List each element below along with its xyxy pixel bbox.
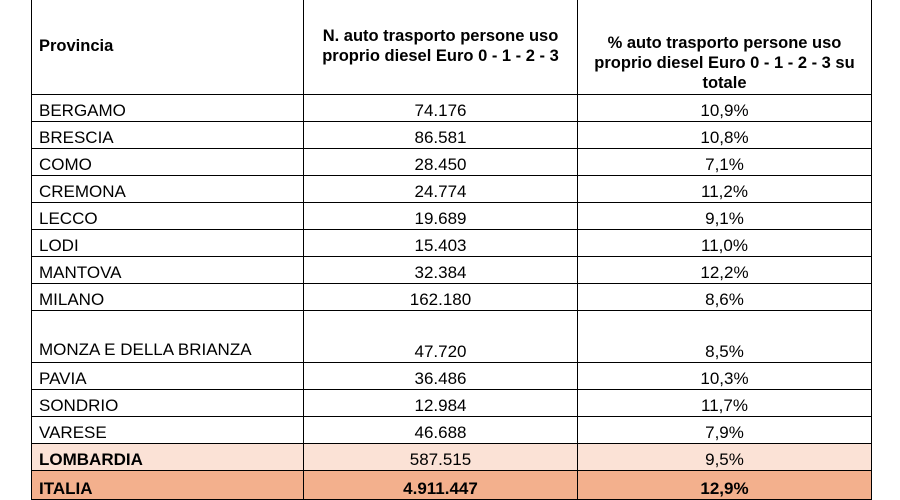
cell-pct: 7,1% [578, 149, 872, 176]
cell-n-auto: 74.176 [304, 95, 578, 122]
cell-pct: 10,8% [578, 122, 872, 149]
cell-n-auto: 15.403 [304, 230, 578, 257]
cell-n-auto: 587.515 [304, 444, 578, 471]
cell-pct: 9,1% [578, 203, 872, 230]
cell-provincia: COMO [32, 149, 304, 176]
cell-n-auto: 24.774 [304, 176, 578, 203]
header-pct-auto: % auto trasporto persone uso proprio diesel Euro 0 - 1 - 2 - 3 su totale [578, 0, 872, 95]
table-row [32, 284, 872, 311]
cell-n-auto: 32.384 [304, 257, 578, 284]
table-row [32, 149, 872, 176]
cell-provincia: LECCO [32, 203, 304, 230]
cell-n-auto: 47.720 [304, 311, 578, 363]
cell-n-auto: 86.581 [304, 122, 578, 149]
cell-provincia: BRESCIA [32, 122, 304, 149]
cell-pct: 12,2% [578, 257, 872, 284]
table-row [32, 95, 872, 122]
cell-pct: 11,0% [578, 230, 872, 257]
cell-provincia: BERGAMO [32, 95, 304, 122]
lombardia-total-row [32, 444, 872, 471]
cell-n-auto: 12.984 [304, 390, 578, 417]
table-row [32, 257, 872, 284]
cell-pct: 12,9% [578, 471, 872, 500]
cell-pct: 10,3% [578, 363, 872, 390]
cell-provincia: MANTOVA [32, 257, 304, 284]
cell-pct: 10,9% [578, 95, 872, 122]
cell-provincia: PAVIA [32, 363, 304, 390]
table-row [32, 311, 872, 363]
italia-total-row [32, 471, 872, 500]
cell-pct: 9,5% [578, 444, 872, 471]
table-row [32, 122, 872, 149]
table-row [32, 417, 872, 444]
cell-provincia: LODI [32, 230, 304, 257]
header-provincia: Provincia [32, 0, 304, 95]
cell-n-auto: 19.689 [304, 203, 578, 230]
cell-provincia: VARESE [32, 417, 304, 444]
cell-pct: 8,5% [578, 311, 872, 363]
cell-pct: 8,6% [578, 284, 872, 311]
header-n-auto: N. auto trasporto persone uso proprio diesel Euro 0 - 1 - 2 - 3 [304, 0, 578, 95]
cell-pct: 7,9% [578, 417, 872, 444]
table-row [32, 390, 872, 417]
cell-provincia: ITALIA [32, 471, 304, 500]
table-row [32, 176, 872, 203]
table-row [32, 363, 872, 390]
cell-provincia: SONDRIO [32, 390, 304, 417]
cell-n-auto: 36.486 [304, 363, 578, 390]
cell-n-auto: 162.180 [304, 284, 578, 311]
cell-pct: 11,2% [578, 176, 872, 203]
header-row [32, 0, 872, 95]
cell-provincia: CREMONA [32, 176, 304, 203]
cell-provincia: MILANO [32, 284, 304, 311]
provinces-table [31, 0, 872, 500]
cell-n-auto: 4.911.447 [304, 471, 578, 500]
cell-provincia: LOMBARDIA [32, 444, 304, 471]
cell-pct: 11,7% [578, 390, 872, 417]
cell-n-auto: 28.450 [304, 149, 578, 176]
cell-n-auto: 46.688 [304, 417, 578, 444]
table-row [32, 230, 872, 257]
table-row [32, 203, 872, 230]
cell-provincia: MONZA E DELLA BRIANZA [32, 311, 304, 363]
